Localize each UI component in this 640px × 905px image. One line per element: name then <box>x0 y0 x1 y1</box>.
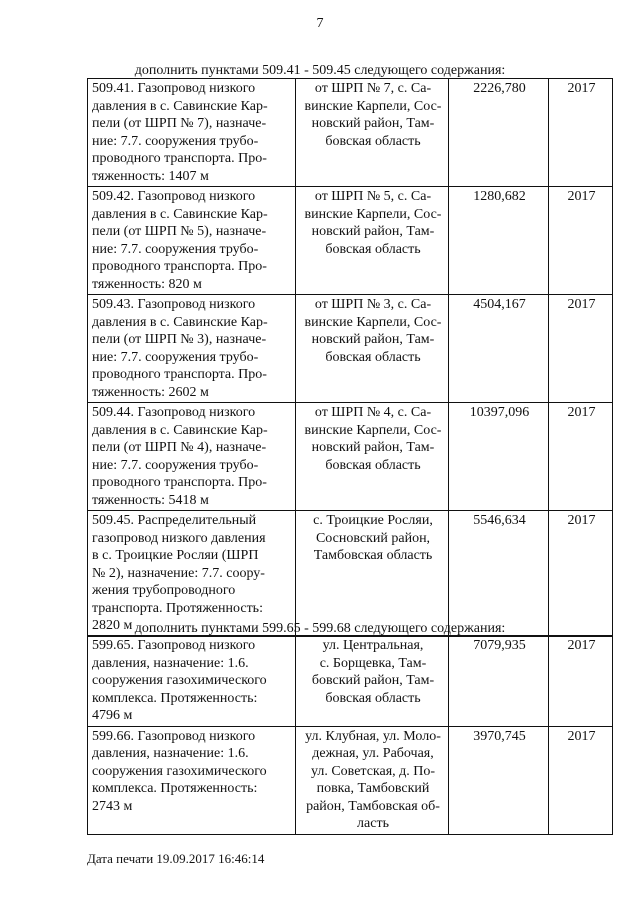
table-row <box>88 726 613 834</box>
print-date: Дата печати 19.09.2017 16:46:14 <box>87 851 265 866</box>
page-number: 7 <box>316 16 324 31</box>
item-name: 599.65. Газопровод низкого давления, назначение: 1.6. сооружения газохимического комплекса. Протяженность: 4796 м <box>88 636 296 727</box>
table-599 <box>87 635 613 835</box>
item-year: 2017 <box>549 511 613 637</box>
item-year: 2017 <box>549 295 613 403</box>
item-cost: 4504,167 <box>449 295 549 403</box>
table-row <box>88 295 613 403</box>
table-row <box>88 403 613 511</box>
item-name: 509.42. Газопровод низкого давления в с. Савинские Кар- пели (от ШРП № 5), назначе- ние: 7.7. сооружения трубо- проводного транспорта. Про- тяженность: 820 м <box>88 187 296 295</box>
table-509 <box>87 78 613 637</box>
item-year: 2017 <box>549 403 613 511</box>
table-row <box>88 511 613 637</box>
item-name: 509.44. Газопровод низкого давления в с. Савинские Кар- пели (от ШРП № 4), назначе- ние: 7.7. сооружения трубо- проводного транспорта. Про- тяженность: 5418 м <box>88 403 296 511</box>
section-heading-599: дополнить пунктами 599.65 - 599.68 следующего содержания: <box>134 621 506 636</box>
item-name: 509.43. Газопровод низкого давления в с. Савинские Кар- пели (от ШРП № 3), назначе- ние: 7.7. сооружения трубо- проводного транспорта. Про- тяженность: 2602 м <box>88 295 296 403</box>
item-location: ул. Центральная, с. Борщевка, Там- бовский район, Там- бовская область <box>296 636 449 727</box>
item-location: от ШРП № 3, с. Са- винские Карпели, Сос- новский район, Там- бовская область <box>296 295 449 403</box>
item-cost: 5546,634 <box>449 511 549 637</box>
item-name: 509.45. Распределительный газопровод низкого давления в с. Троицкие Росляи (ШРП № 2), назначение: 7.7. соору- жения трубопроводного транспорта. Протяженность: 2820 м <box>88 511 296 637</box>
item-cost: 3970,745 <box>449 726 549 834</box>
item-cost: 1280,682 <box>449 187 549 295</box>
item-location: ул. Клубная, ул. Моло- дежная, ул. Рабочая, ул. Советская, д. По- повка, Тамбовский район, Тамбовская об- ласть <box>296 726 449 834</box>
item-cost: 10397,096 <box>449 403 549 511</box>
item-name: 509.41. Газопровод низкого давления в с. Савинские Кар- пели (от ШРП № 7), назначе- ние: 7.7. сооружения трубо- проводного транспорта. Про- тяженность: 1407 м <box>88 79 296 187</box>
section-heading-509: дополнить пунктами 509.41 - 509.45 следующего содержания: <box>134 63 506 78</box>
item-name: 599.66. Газопровод низкого давления, назначение: 1.6. сооружения газохимического комплекса. Протяженность: 2743 м <box>88 726 296 834</box>
table-row <box>88 79 613 187</box>
table-row <box>88 636 613 727</box>
item-location: от ШРП № 5, с. Са- винские Карпели, Сос- новский район, Там- бовская область <box>296 187 449 295</box>
item-location: от ШРП № 7, с. Са- винские Карпели, Сос- новский район, Там- бовская область <box>296 79 449 187</box>
table-row <box>88 187 613 295</box>
item-year: 2017 <box>549 726 613 834</box>
item-location: от ШРП № 4, с. Са- винские Карпели, Сос- новский район, Там- бовская область <box>296 403 449 511</box>
item-year: 2017 <box>549 187 613 295</box>
item-location: с. Троицкие Росляи, Сосновский район, Тамбовская область <box>296 511 449 637</box>
item-cost: 2226,780 <box>449 79 549 187</box>
item-year: 2017 <box>549 79 613 187</box>
item-year: 2017 <box>549 636 613 727</box>
item-cost: 7079,935 <box>449 636 549 727</box>
